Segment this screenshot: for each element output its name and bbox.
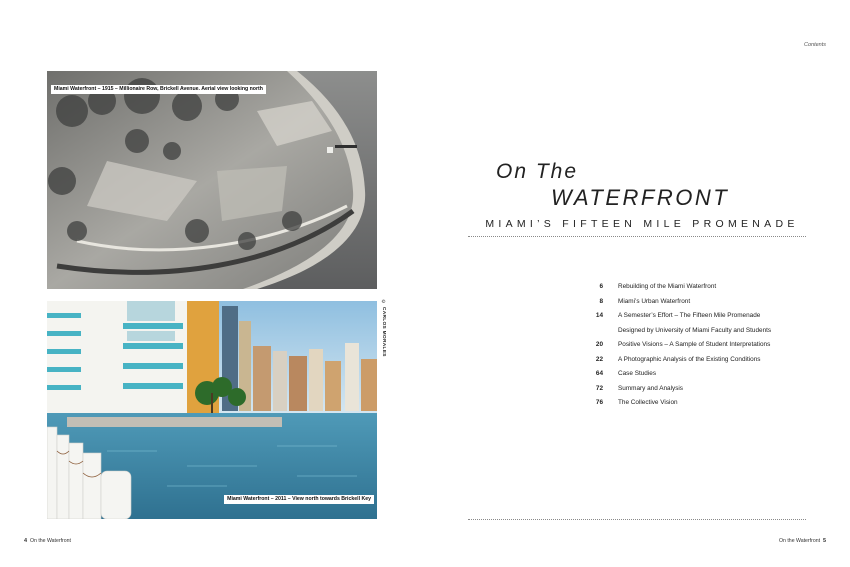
title-line-2: WATERFRONT — [551, 185, 730, 210]
photo-2011-waterfront — [47, 301, 377, 519]
toc-title: Summary and Analysis — [618, 384, 683, 392]
footer-left-label: On the Waterfront — [29, 538, 71, 544]
toc-title: Miami’s Urban Waterfront — [618, 297, 691, 305]
toc-title: The Collective Vision — [618, 399, 678, 406]
toc-page-number: 14 — [595, 312, 603, 319]
toc-page-number: 64 — [595, 370, 603, 377]
toc-page-number: 72 — [595, 384, 603, 392]
toc-entry[interactable] — [590, 309, 820, 324]
toc-title: A Semester’s Effort – The Fifteen Mile Promenade — [618, 312, 761, 319]
toc-page-number: 8 — [599, 297, 603, 305]
photo-credit: © CARLOS MORALES — [381, 300, 386, 357]
toc-entry[interactable] — [590, 382, 820, 397]
waterfront-photo-graphic — [47, 301, 377, 519]
footer-left — [24, 538, 71, 544]
dotted-rule-bottom — [468, 519, 806, 520]
title-line-1: On The — [496, 160, 579, 183]
toc-title: Designed by University of Miami Faculty and Students — [618, 326, 772, 334]
toc-entry[interactable] — [590, 353, 820, 368]
toc-entry[interactable] — [590, 367, 820, 382]
toc-entry[interactable] — [590, 280, 820, 295]
subtitle: MIAMI’S FIFTEEN MILE PROMENADE — [485, 218, 799, 230]
toc-title: A Photographic Analysis of the Existing Conditions — [618, 355, 761, 363]
toc-entry[interactable] — [590, 396, 820, 411]
toc-entry-continuation[interactable] — [590, 324, 820, 339]
footer-right-page-number: 5 — [822, 538, 826, 544]
toc-entry[interactable] — [590, 295, 820, 310]
footer-left-page-number: 4 — [24, 538, 28, 544]
toc-title: Case Studies — [618, 370, 657, 377]
toc-page-number: 20 — [595, 341, 603, 348]
photo-2011-caption: Miami Waterfront – 2011 – View north towards Brickell Key — [224, 495, 374, 504]
footer-right — [779, 538, 826, 544]
footer-right-label: On the Waterfront — [779, 538, 821, 544]
toc-title: Positive Visions – A Sample of Student Interpretations — [618, 341, 771, 348]
table-of-contents — [590, 280, 820, 411]
photo-1915-aerial — [47, 71, 377, 289]
dotted-rule-top — [468, 236, 806, 237]
toc-page-number: 76 — [595, 399, 603, 406]
aerial-photo-graphic — [47, 71, 377, 289]
running-head: Contents — [803, 42, 826, 48]
toc-page-number: 22 — [595, 355, 603, 363]
photo-1915-caption: Miami Waterfront – 1915 – Millionaire Row, Brickell Avenue. Aerial view looking north — [51, 85, 266, 94]
toc-entry[interactable] — [590, 338, 820, 353]
toc-page-number: 6 — [599, 283, 603, 290]
toc-title: Rebuilding of the Miami Waterfront — [618, 283, 717, 290]
